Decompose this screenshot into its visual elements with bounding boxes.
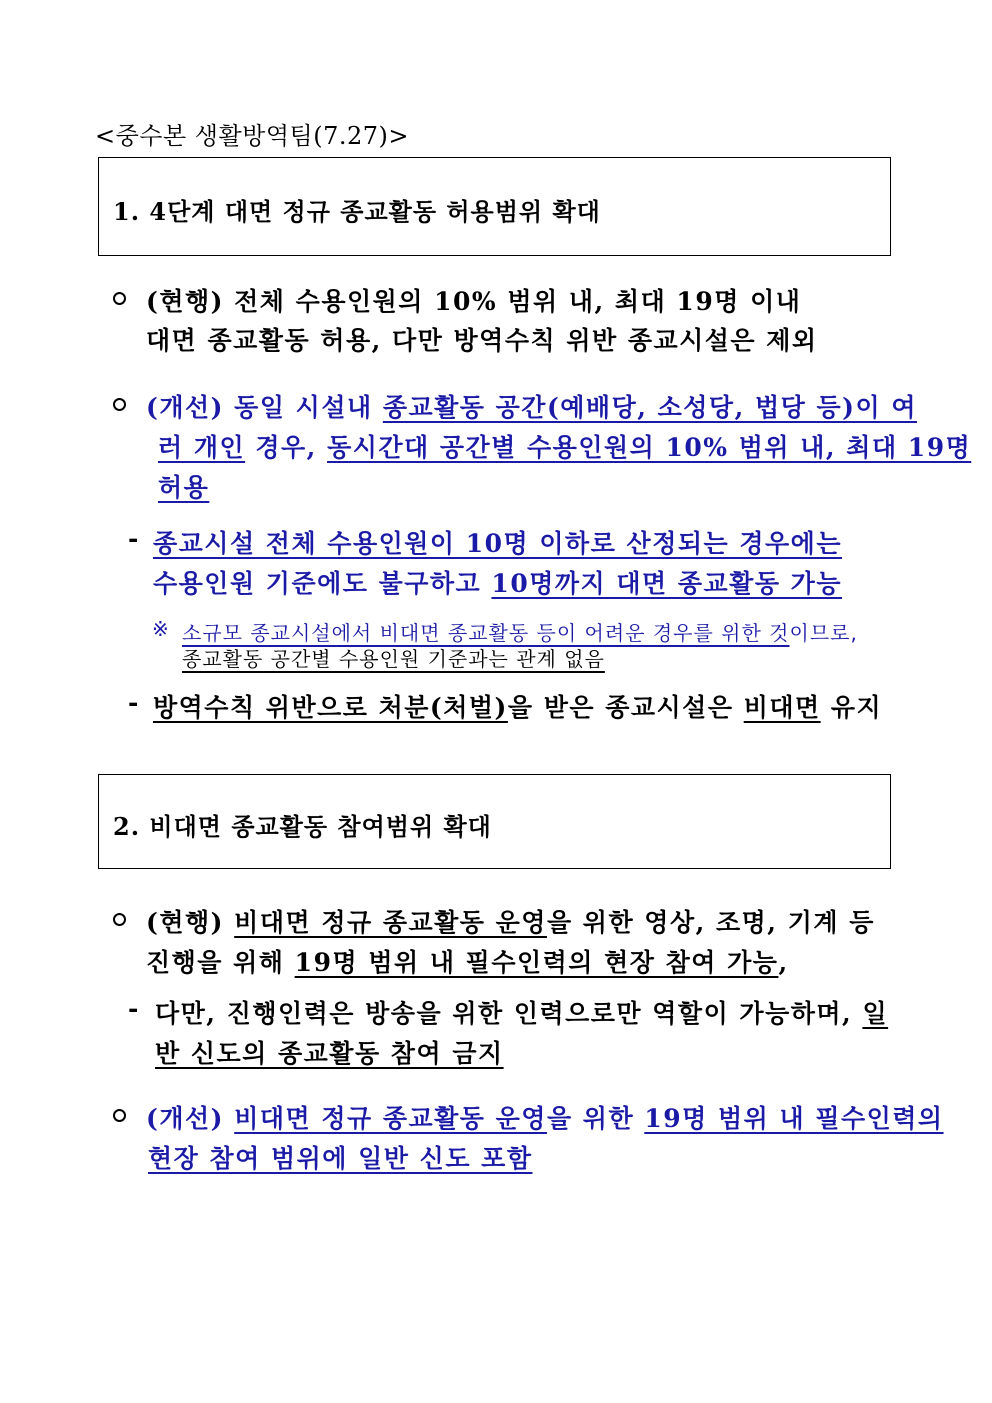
s1-improve-underlined: 러 개인 [158,433,246,462]
s1-improve-line3: 허용 [158,473,210,502]
s1-sub1-line1: 종교시설 전체 수용인원이 10명 이하로 산정되는 경우에는 [153,529,842,558]
s2-current-line1 [146,903,875,939]
s2-current-text: , [778,948,789,977]
s2-current-line2 [146,943,789,979]
s1-sub1-line2 [153,564,842,600]
s1-improve-line1 [146,388,917,424]
circle-bullet-icon [113,1109,126,1122]
s1-improve-underlined: 동시간대 공간별 수용인원의 10% 범위 내, 최대 19명 [327,433,972,462]
s2-improve-underlined: 19명 범위 내 필수인력의 [644,1104,944,1133]
s1-improve-label: (개선) [146,393,224,422]
section-2-title: 2. 비대면 종교활동 참여범위 확대 [113,812,492,841]
s1-note-line1 [182,617,858,646]
s1-improve-line2 [158,428,971,464]
s1-sub2-text: 을 받은 종교시설은 [507,693,744,722]
section-1-box [98,157,891,256]
s1-sub1-underlined: 10명까지 대면 종교활동 가능 [491,569,842,598]
s2-improve-line2: 현장 참여 범위에 일반 신도 포함 [148,1144,533,1173]
s2-current-text: 진행을 위해 [146,948,295,977]
s2-improve-underlined: 비대면 정규 종교활동 운영 [234,1104,547,1133]
document-header: <중수본 생활방역팀(7.27)> [95,122,409,150]
section-2-box [98,774,891,869]
s2-current-text: 을 위한 영상, 조명, 기계 등 [546,908,875,937]
s1-note-line2: 종교활동 공간별 수용인원 기준과는 관계 없음 [182,647,605,671]
section-1-title: 1. 4단계 대면 정규 종교활동 허용범위 확대 [113,197,601,226]
circle-bullet-icon [113,292,126,305]
s2-sub-line1 [155,994,900,1030]
dash-bullet: - [128,524,139,553]
s1-note-text: 이므로, [789,621,858,645]
s1-current-line2: 대면 종교활동 허용, 다만 방역수칙 위반 종교시설은 제외 [146,326,818,355]
s1-improve-underlined: 종교활동 공간(예배당, 소성당, 법당 등)이 여 [382,393,917,422]
s1-sub2-text: 유지 [820,693,883,722]
s1-sub2-underlined: 비대면 [743,693,821,722]
s1-note-underlined: 소규모 종교시설에서 비대면 종교활동 등이 어려운 경우를 위한 것 [182,621,790,645]
s1-sub2-underlined: 방역수칙 위반으로 처분(처벌) [153,693,508,722]
s2-sub-text: 다만, 진행인력은 방송을 위한 인력으로만 역할이 가능하며, [155,999,863,1028]
s2-current-underlined: 19명 범위 내 필수인력의 현장 참여 가능 [294,948,779,977]
s1-sub2-line [153,688,882,724]
s2-improve-label: (개선) [146,1104,224,1133]
circle-bullet-icon [113,398,126,411]
s1-note-mark: ※ [152,617,170,641]
dash-bullet: - [128,994,139,1023]
dash-bullet: - [128,688,139,717]
s2-current-underlined: 비대면 정규 종교활동 운영 [234,908,547,937]
circle-bullet-icon [113,913,126,926]
s1-improve-text: 동일 시설내 [223,393,383,422]
s2-improve-text: 을 위한 [546,1104,645,1133]
s2-sub-line2: 반 신도의 종교활동 참여 금지 [155,1039,504,1068]
s2-current-text: (현행) [146,908,235,937]
s1-sub1-text: 수용인원 기준에도 불구하고 [153,569,492,598]
s2-improve-line1 [146,1099,944,1135]
s1-current-line1: (현행) 전체 수용인원의 10% 범위 내, 최대 19명 이내 [146,287,802,316]
s1-improve-text: 경우, [245,433,328,462]
s2-sub-underlined: 일 [862,999,889,1028]
